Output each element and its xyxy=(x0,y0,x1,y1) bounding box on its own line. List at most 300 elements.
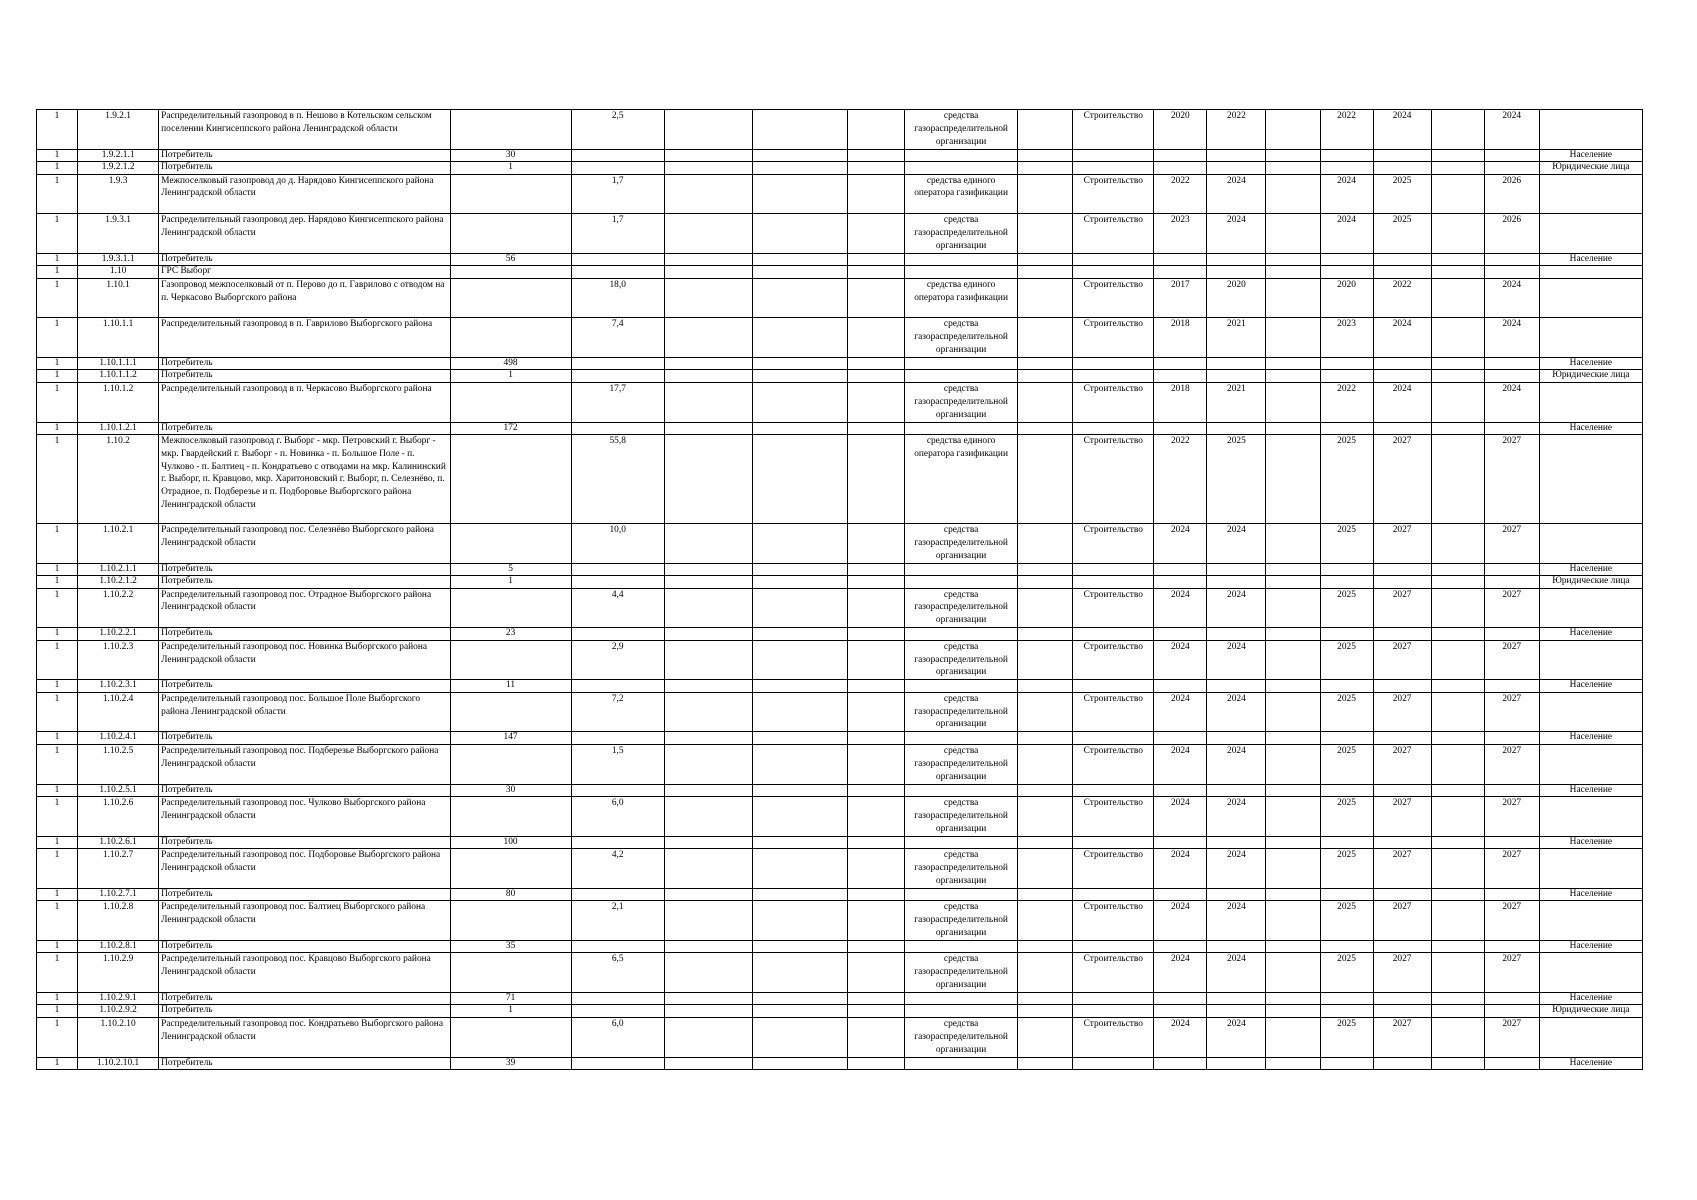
work-type-cell: Строительство xyxy=(1073,214,1154,254)
table-row xyxy=(37,576,1643,589)
construction-start-year-cell xyxy=(1320,576,1373,589)
design-end-year-cell: 2024 xyxy=(1207,744,1266,784)
item-code-cell: 1.10.2.7.1 xyxy=(78,888,159,901)
consumer-category-cell xyxy=(1539,435,1642,524)
col-10-cell xyxy=(1018,836,1073,849)
col-7-cell xyxy=(752,784,847,797)
commissioning-year-cell xyxy=(1484,680,1539,693)
col-7-cell xyxy=(752,888,847,901)
col-14-cell xyxy=(1266,588,1320,628)
construction-end-year-cell xyxy=(1373,1005,1431,1018)
col-17-cell xyxy=(1431,744,1484,784)
length-km-cell xyxy=(571,149,664,162)
funding-source-cell: средства единого оператора газификации xyxy=(905,174,1018,214)
consumers-count-cell: 1 xyxy=(450,370,571,383)
funding-source-cell: средства газораспределительной организации xyxy=(905,1017,1018,1057)
length-km-cell xyxy=(571,680,664,693)
design-end-year-cell xyxy=(1207,628,1266,641)
consumer-category-cell: Юридические лица xyxy=(1539,162,1642,175)
col-10-cell xyxy=(1018,1017,1073,1057)
row-number-cell: 1 xyxy=(37,628,78,641)
construction-start-year-cell: 2020 xyxy=(1320,278,1373,318)
design-start-year-cell: 2024 xyxy=(1154,640,1207,680)
col-17-cell xyxy=(1431,524,1484,564)
col-8-cell xyxy=(847,253,904,266)
row-number-cell: 1 xyxy=(37,524,78,564)
funding-source-cell: средства газораспределительной организации xyxy=(905,901,1018,941)
construction-end-year-cell xyxy=(1373,992,1431,1005)
col-14-cell xyxy=(1266,797,1320,837)
length-km-cell: 2,9 xyxy=(571,640,664,680)
col-6-cell xyxy=(664,174,752,214)
construction-end-year-cell: 2027 xyxy=(1373,849,1431,889)
design-end-year-cell xyxy=(1207,266,1266,279)
construction-end-year-cell: 2027 xyxy=(1373,797,1431,837)
consumers-count-cell xyxy=(450,744,571,784)
construction-start-year-cell xyxy=(1320,370,1373,383)
col-7-cell xyxy=(752,1005,847,1018)
col-14-cell xyxy=(1266,692,1320,732)
col-10-cell xyxy=(1018,370,1073,383)
commissioning-year-cell xyxy=(1484,563,1539,576)
object-name-cell: Распределительный газопровод пос. Кондратьево Выборгского района Ленинградской области xyxy=(159,1017,450,1057)
design-start-year-cell xyxy=(1154,888,1207,901)
design-end-year-cell: 2024 xyxy=(1207,588,1266,628)
object-name-cell: Распределительный газопровод пос. Кравцово Выборгского района Ленинградской области xyxy=(159,953,450,993)
construction-end-year-cell: 2027 xyxy=(1373,524,1431,564)
commissioning-year-cell xyxy=(1484,149,1539,162)
item-code-cell: 1.10.2.6.1 xyxy=(78,836,159,849)
commissioning-year-cell: 2027 xyxy=(1484,744,1539,784)
work-type-cell xyxy=(1073,370,1154,383)
col-8-cell xyxy=(847,278,904,318)
col-7-cell xyxy=(752,149,847,162)
col-8-cell xyxy=(847,174,904,214)
object-name-cell: Распределительный газопровод пос. Чулково Выборгского района Ленинградской области xyxy=(159,797,450,837)
length-km-cell: 6,5 xyxy=(571,953,664,993)
table-row xyxy=(37,382,1643,422)
item-code-cell: 1.10.2.9 xyxy=(78,953,159,993)
construction-start-year-cell xyxy=(1320,253,1373,266)
col-8-cell xyxy=(847,382,904,422)
consumers-count-cell xyxy=(450,278,571,318)
design-start-year-cell xyxy=(1154,784,1207,797)
col-14-cell xyxy=(1266,640,1320,680)
funding-source-cell: средства газораспределительной организации xyxy=(905,318,1018,358)
col-6-cell xyxy=(664,524,752,564)
funding-source-cell xyxy=(905,563,1018,576)
construction-start-year-cell xyxy=(1320,422,1373,435)
construction-start-year-cell xyxy=(1320,680,1373,693)
design-start-year-cell: 2024 xyxy=(1154,901,1207,941)
design-end-year-cell xyxy=(1207,253,1266,266)
col-14-cell xyxy=(1266,744,1320,784)
col-17-cell xyxy=(1431,174,1484,214)
design-start-year-cell xyxy=(1154,357,1207,370)
col-10-cell xyxy=(1018,692,1073,732)
col-6-cell xyxy=(664,784,752,797)
col-14-cell xyxy=(1266,422,1320,435)
funding-source-cell: средства газораспределительной организации xyxy=(905,953,1018,993)
item-code-cell: 1.10.2.1.1 xyxy=(78,563,159,576)
construction-end-year-cell xyxy=(1373,149,1431,162)
work-type-cell xyxy=(1073,357,1154,370)
length-km-cell xyxy=(571,162,664,175)
length-km-cell xyxy=(571,422,664,435)
item-code-cell: 1.10.2.8.1 xyxy=(78,940,159,953)
col-14-cell xyxy=(1266,576,1320,589)
commissioning-year-cell xyxy=(1484,266,1539,279)
col-17-cell xyxy=(1431,266,1484,279)
consumers-count-cell xyxy=(450,435,571,524)
table-row xyxy=(37,162,1643,175)
table-row xyxy=(37,174,1643,214)
work-type-cell: Строительство xyxy=(1073,435,1154,524)
length-km-cell: 1,7 xyxy=(571,174,664,214)
col-10-cell xyxy=(1018,435,1073,524)
col-17-cell xyxy=(1431,318,1484,358)
col-7-cell xyxy=(752,692,847,732)
col-7-cell xyxy=(752,836,847,849)
construction-end-year-cell xyxy=(1373,836,1431,849)
consumers-count-cell: 498 xyxy=(450,357,571,370)
col-8-cell xyxy=(847,888,904,901)
table-row xyxy=(37,278,1643,318)
consumer-category-cell: Население xyxy=(1539,422,1642,435)
object-name-cell: Распределительный газопровод в п. Гаврилово Выборгского района xyxy=(159,318,450,358)
commissioning-year-cell xyxy=(1484,253,1539,266)
work-type-cell xyxy=(1073,836,1154,849)
construction-start-year-cell: 2022 xyxy=(1320,382,1373,422)
item-code-cell: 1.10.1.1.1 xyxy=(78,357,159,370)
col-6-cell xyxy=(664,110,752,150)
commissioning-year-cell: 2027 xyxy=(1484,901,1539,941)
length-km-cell xyxy=(571,836,664,849)
construction-start-year-cell xyxy=(1320,732,1373,745)
col-17-cell xyxy=(1431,953,1484,993)
table-row xyxy=(37,797,1643,837)
col-10-cell xyxy=(1018,214,1073,254)
length-km-cell: 17,7 xyxy=(571,382,664,422)
col-8-cell xyxy=(847,1057,904,1070)
consumers-count-cell xyxy=(450,588,571,628)
construction-end-year-cell: 2027 xyxy=(1373,744,1431,784)
col-7-cell xyxy=(752,370,847,383)
length-km-cell: 2,1 xyxy=(571,901,664,941)
col-14-cell xyxy=(1266,940,1320,953)
design-end-year-cell xyxy=(1207,992,1266,1005)
item-code-cell: 1.9.3 xyxy=(78,174,159,214)
consumers-count-cell: 80 xyxy=(450,888,571,901)
col-8-cell xyxy=(847,524,904,564)
table-row xyxy=(37,992,1643,1005)
funding-source-cell xyxy=(905,836,1018,849)
consumers-count-cell xyxy=(450,953,571,993)
construction-start-year-cell xyxy=(1320,357,1373,370)
funding-source-cell: средства единого оператора газификации xyxy=(905,435,1018,524)
construction-start-year-cell: 2025 xyxy=(1320,953,1373,993)
item-code-cell: 1.10 xyxy=(78,266,159,279)
row-number-cell: 1 xyxy=(37,278,78,318)
table-row xyxy=(37,784,1643,797)
design-end-year-cell: 2024 xyxy=(1207,214,1266,254)
design-end-year-cell: 2022 xyxy=(1207,110,1266,150)
table-row xyxy=(37,1057,1643,1070)
object-name-cell: Потребитель xyxy=(159,563,450,576)
work-type-cell xyxy=(1073,888,1154,901)
object-name-cell: Потребитель xyxy=(159,784,450,797)
col-8-cell xyxy=(847,732,904,745)
design-start-year-cell: 2024 xyxy=(1154,588,1207,628)
work-type-cell: Строительство xyxy=(1073,901,1154,941)
col-14-cell xyxy=(1266,953,1320,993)
work-type-cell: Строительство xyxy=(1073,744,1154,784)
consumer-category-cell: Население xyxy=(1539,1057,1642,1070)
col-10-cell xyxy=(1018,162,1073,175)
design-start-year-cell: 2018 xyxy=(1154,318,1207,358)
table-row xyxy=(37,588,1643,628)
row-number-cell: 1 xyxy=(37,849,78,889)
col-8-cell xyxy=(847,1017,904,1057)
col-10-cell xyxy=(1018,888,1073,901)
col-14-cell xyxy=(1266,370,1320,383)
design-end-year-cell: 2020 xyxy=(1207,278,1266,318)
construction-start-year-cell xyxy=(1320,1057,1373,1070)
length-km-cell xyxy=(571,732,664,745)
consumers-count-cell: 39 xyxy=(450,1057,571,1070)
consumer-category-cell: Население xyxy=(1539,149,1642,162)
construction-end-year-cell xyxy=(1373,732,1431,745)
consumer-category-cell: Юридические лица xyxy=(1539,1005,1642,1018)
construction-end-year-cell: 2025 xyxy=(1373,214,1431,254)
consumers-count-cell xyxy=(450,318,571,358)
col-17-cell xyxy=(1431,1057,1484,1070)
col-7-cell xyxy=(752,1057,847,1070)
table-row xyxy=(37,1005,1643,1018)
commissioning-year-cell xyxy=(1484,888,1539,901)
col-14-cell xyxy=(1266,357,1320,370)
consumer-category-cell xyxy=(1539,849,1642,889)
construction-end-year-cell: 2025 xyxy=(1373,174,1431,214)
length-km-cell xyxy=(571,370,664,383)
length-km-cell xyxy=(571,888,664,901)
consumer-category-cell: Население xyxy=(1539,357,1642,370)
col-17-cell xyxy=(1431,940,1484,953)
work-type-cell xyxy=(1073,422,1154,435)
col-7-cell xyxy=(752,901,847,941)
col-8-cell xyxy=(847,370,904,383)
construction-end-year-cell xyxy=(1373,563,1431,576)
length-km-cell: 4,2 xyxy=(571,849,664,889)
construction-end-year-cell: 2027 xyxy=(1373,1017,1431,1057)
funding-source-cell xyxy=(905,1057,1018,1070)
col-14-cell xyxy=(1266,563,1320,576)
row-number-cell: 1 xyxy=(37,174,78,214)
length-km-cell xyxy=(571,357,664,370)
construction-start-year-cell xyxy=(1320,628,1373,641)
row-number-cell: 1 xyxy=(37,214,78,254)
col-17-cell xyxy=(1431,588,1484,628)
col-14-cell xyxy=(1266,992,1320,1005)
funding-source-cell: средства газораспределительной организации xyxy=(905,524,1018,564)
item-code-cell: 1.10.2 xyxy=(78,435,159,524)
design-end-year-cell: 2024 xyxy=(1207,640,1266,680)
construction-end-year-cell xyxy=(1373,888,1431,901)
construction-start-year-cell xyxy=(1320,940,1373,953)
design-end-year-cell xyxy=(1207,784,1266,797)
col-14-cell xyxy=(1266,784,1320,797)
funding-source-cell: средства газораспределительной организации xyxy=(905,849,1018,889)
col-10-cell xyxy=(1018,1057,1073,1070)
row-number-cell: 1 xyxy=(37,110,78,150)
col-8-cell xyxy=(847,901,904,941)
funding-source-cell xyxy=(905,253,1018,266)
consumer-category-cell: Население xyxy=(1539,563,1642,576)
col-14-cell xyxy=(1266,1057,1320,1070)
work-type-cell: Строительство xyxy=(1073,1017,1154,1057)
construction-end-year-cell xyxy=(1373,162,1431,175)
table-row xyxy=(37,953,1643,993)
consumer-category-cell xyxy=(1539,797,1642,837)
table-row xyxy=(37,732,1643,745)
col-6-cell xyxy=(664,422,752,435)
col-10-cell xyxy=(1018,953,1073,993)
design-start-year-cell: 2022 xyxy=(1154,174,1207,214)
consumer-category-cell: Юридические лица xyxy=(1539,370,1642,383)
funding-source-cell xyxy=(905,422,1018,435)
consumers-count-cell xyxy=(450,692,571,732)
construction-end-year-cell: 2027 xyxy=(1373,901,1431,941)
col-10-cell xyxy=(1018,797,1073,837)
design-start-year-cell xyxy=(1154,836,1207,849)
gas-pipeline-table-sheet xyxy=(36,109,1643,1070)
consumer-category-cell: Население xyxy=(1539,253,1642,266)
object-name-cell: Потребитель xyxy=(159,422,450,435)
row-number-cell: 1 xyxy=(37,888,78,901)
commissioning-year-cell: 2024 xyxy=(1484,382,1539,422)
consumer-category-cell xyxy=(1539,692,1642,732)
col-17-cell xyxy=(1431,784,1484,797)
design-start-year-cell xyxy=(1154,162,1207,175)
col-8-cell xyxy=(847,940,904,953)
work-type-cell xyxy=(1073,1005,1154,1018)
col-17-cell xyxy=(1431,357,1484,370)
length-km-cell xyxy=(571,576,664,589)
row-number-cell: 1 xyxy=(37,732,78,745)
col-7-cell xyxy=(752,563,847,576)
consumer-category-cell xyxy=(1539,266,1642,279)
commissioning-year-cell xyxy=(1484,357,1539,370)
commissioning-year-cell: 2024 xyxy=(1484,278,1539,318)
consumer-category-cell xyxy=(1539,1017,1642,1057)
col-14-cell xyxy=(1266,162,1320,175)
consumers-count-cell xyxy=(450,524,571,564)
table-row xyxy=(37,214,1643,254)
length-km-cell: 1,5 xyxy=(571,744,664,784)
col-7-cell xyxy=(752,110,847,150)
work-type-cell xyxy=(1073,576,1154,589)
table-row xyxy=(37,266,1643,279)
row-number-cell: 1 xyxy=(37,784,78,797)
row-number-cell: 1 xyxy=(37,149,78,162)
construction-start-year-cell: 2025 xyxy=(1320,901,1373,941)
col-6-cell xyxy=(664,357,752,370)
consumers-count-cell xyxy=(450,901,571,941)
col-8-cell xyxy=(847,266,904,279)
col-17-cell xyxy=(1431,901,1484,941)
work-type-cell xyxy=(1073,940,1154,953)
work-type-cell xyxy=(1073,1057,1154,1070)
col-14-cell xyxy=(1266,524,1320,564)
construction-start-year-cell: 2024 xyxy=(1320,214,1373,254)
col-7-cell xyxy=(752,357,847,370)
col-17-cell xyxy=(1431,640,1484,680)
table-row xyxy=(37,640,1643,680)
col-8-cell xyxy=(847,692,904,732)
design-end-year-cell xyxy=(1207,357,1266,370)
item-code-cell: 1.10.2.3 xyxy=(78,640,159,680)
col-14-cell xyxy=(1266,836,1320,849)
work-type-cell: Строительство xyxy=(1073,382,1154,422)
col-10-cell xyxy=(1018,563,1073,576)
consumers-count-cell xyxy=(450,1017,571,1057)
object-name-cell: Распределительный газопровод пос. Отрадное Выборгского района Ленинградской области xyxy=(159,588,450,628)
row-number-cell: 1 xyxy=(37,435,78,524)
col-17-cell xyxy=(1431,422,1484,435)
object-name-cell: Потребитель xyxy=(159,149,450,162)
work-type-cell xyxy=(1073,266,1154,279)
object-name-cell: Потребитель xyxy=(159,940,450,953)
commissioning-year-cell: 2026 xyxy=(1484,214,1539,254)
work-type-cell xyxy=(1073,149,1154,162)
col-6-cell xyxy=(664,940,752,953)
col-8-cell xyxy=(847,162,904,175)
length-km-cell xyxy=(571,563,664,576)
commissioning-year-cell xyxy=(1484,576,1539,589)
commissioning-year-cell: 2024 xyxy=(1484,318,1539,358)
work-type-cell xyxy=(1073,680,1154,693)
table-row xyxy=(37,357,1643,370)
table-row xyxy=(37,849,1643,889)
col-14-cell xyxy=(1266,888,1320,901)
construction-end-year-cell: 2024 xyxy=(1373,110,1431,150)
col-10-cell xyxy=(1018,628,1073,641)
col-10-cell xyxy=(1018,253,1073,266)
work-type-cell xyxy=(1073,162,1154,175)
work-type-cell: Строительство xyxy=(1073,318,1154,358)
col-8-cell xyxy=(847,435,904,524)
consumer-category-cell: Население xyxy=(1539,888,1642,901)
commissioning-year-cell: 2027 xyxy=(1484,1017,1539,1057)
consumers-count-cell: 30 xyxy=(450,149,571,162)
commissioning-year-cell xyxy=(1484,422,1539,435)
design-start-year-cell xyxy=(1154,732,1207,745)
row-number-cell: 1 xyxy=(37,576,78,589)
construction-start-year-cell xyxy=(1320,162,1373,175)
consumer-category-cell: Население xyxy=(1539,628,1642,641)
design-start-year-cell xyxy=(1154,680,1207,693)
item-code-cell: 1.10.2.8 xyxy=(78,901,159,941)
funding-source-cell xyxy=(905,149,1018,162)
construction-end-year-cell: 2027 xyxy=(1373,435,1431,524)
col-6-cell xyxy=(664,435,752,524)
construction-end-year-cell: 2024 xyxy=(1373,382,1431,422)
col-7-cell xyxy=(752,588,847,628)
construction-end-year-cell xyxy=(1373,422,1431,435)
construction-end-year-cell: 2027 xyxy=(1373,692,1431,732)
col-6-cell xyxy=(664,149,752,162)
consumers-count-cell xyxy=(450,174,571,214)
